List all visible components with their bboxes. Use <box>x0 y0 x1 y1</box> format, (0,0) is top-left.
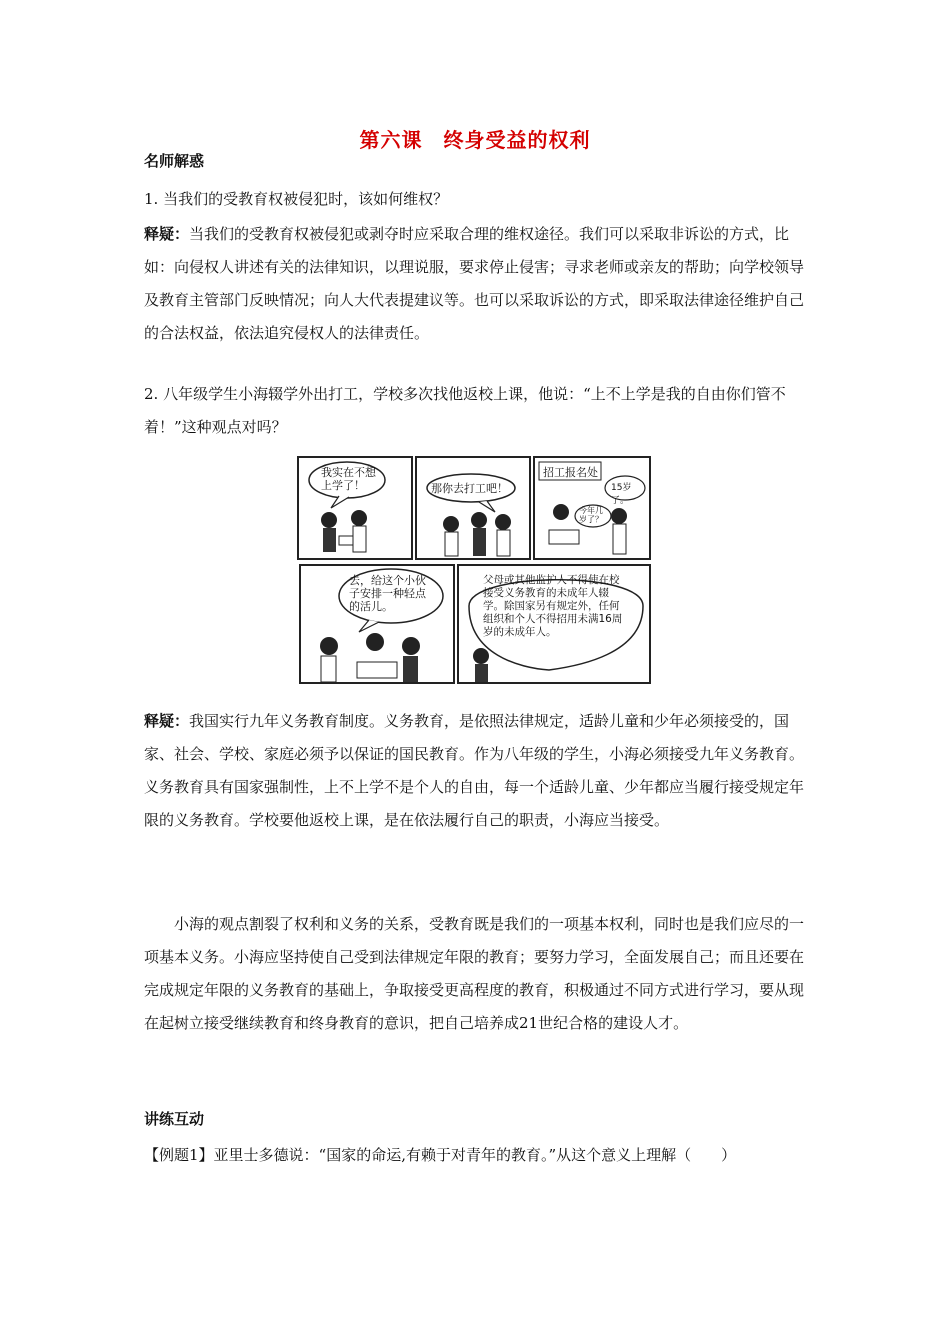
comic-panel-2-drawing <box>417 458 531 560</box>
answer-1-label: 释疑： <box>144 225 190 243</box>
comic-panel-1 <box>297 456 413 560</box>
comic-panel-1-speech: 我实在不想上学了！ <box>321 466 376 492</box>
example-1 <box>144 1141 808 1169</box>
section-heading-explain: 名师解惑 <box>144 152 205 170</box>
answer-2-label: 释疑： <box>144 712 190 730</box>
question-2: 2. 八年级学生小海辍学外出打工，学校多次找他返校上课，他说：“上不上学是我的自由你们管不着！”这种观点对吗？ <box>144 385 786 436</box>
comic-panel-2-speech: 那你去打工吧！ <box>431 482 508 495</box>
comic-panel-4-speech: 去，给这个小伙子安排一种轻点的活儿。 <box>349 574 426 613</box>
answer-2-paragraph-2: 小海的观点割裂了权利和义务的关系，受教育既是我们的一项基本权利，同时也是我们应尽的一项基本义务。小海应坚持使自己受到法律规定年限的教育；要努力学习，全面发展自己；而且还要在完成规定年限的义务教育的基础上，争取接受更高程度的教育，积极通过不同方式进行学习，要从现在起树立接受继续教育和终身教育的意识，把自己培养成21世纪合格的建设人才。 <box>144 915 805 1032</box>
answer-1 <box>144 218 808 350</box>
answer-1-text: 当我们的受教育权被侵犯或剥夺时应采取合理的维权途径。我们可以采取非诉讼的方式，比如：向侵权人讲述有关的法律知识，以理说服，要求停止侵害；寻求老师或亲友的帮助；向学校领导及教育主管部门反映情况；向人大代表提建议等。也可以采取诉讼的方式，即采取法律途径维护自己的合法权益，依法追究侵权人的法律责任。 <box>144 225 805 342</box>
comic-panel-2 <box>415 456 531 560</box>
section-heading-practice: 讲练互动 <box>144 1110 205 1128</box>
answer-2 <box>144 705 808 837</box>
question-1: 1. 当我们的受教育权被侵犯时，该如何维权？ <box>144 190 449 208</box>
comic-panel-3 <box>533 456 651 560</box>
lesson-title: 第六课 终身受益的权利 <box>359 128 591 152</box>
example-1-text: 亚里士多德说：“国家的命运,有赖于对青年的教育。”从这个意义上理解（ ） <box>213 1146 737 1164</box>
comic-panel-3-answer: 15岁了。 <box>611 483 632 506</box>
comic-panel-5-speech: 父母或其他监护人不得使在校接受义务教育的未成年人辍学。除国家另有规定外，任何组织和个人不得招用未满16周岁的未成年人。 <box>483 574 623 638</box>
example-1-label: 【例题1】 <box>144 1146 214 1164</box>
comic-strip <box>297 456 653 686</box>
comic-panel-3-question: 今年几岁了？ <box>579 506 603 524</box>
comic-panel-4 <box>299 564 455 684</box>
comic-panel-5 <box>457 564 651 684</box>
comic-panel-3-sign: 招工报名处 <box>543 466 598 479</box>
answer-2-text: 我国实行九年义务教育制度。义务教育，是依照法律规定，适龄儿童和少年必须接受的，国家、社会、学校、家庭必须予以保证的国民教育。作为八年级的学生，小海必须接受九年义务教育。义务教育具有国家强制性，上不上学不是个人的自由，每一个适龄儿童、少年都应当履行接受规定年限的义务教育。学校要他返校上课，是在依法履行自己的职责，小海应当接受。 <box>144 712 805 829</box>
